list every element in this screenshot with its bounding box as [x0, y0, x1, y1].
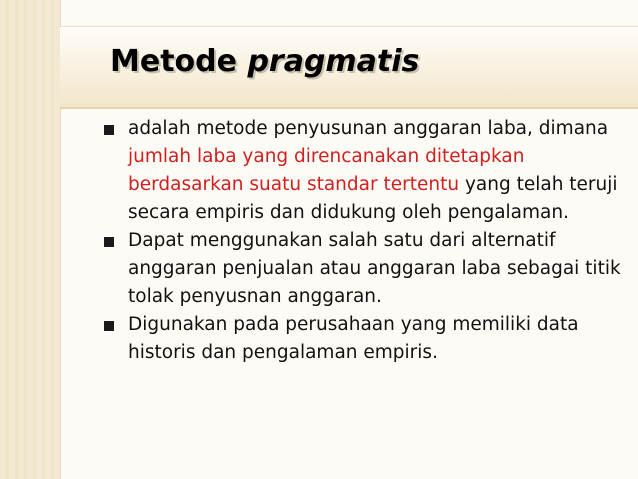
bullet-1-highlight: jumlah laba yang direncanakan ditetapkan berdasarkan suatu standar tertentu	[128, 146, 525, 195]
bullet-list	[102, 115, 622, 367]
bullet-3-text: Digunakan pada perusahaan yang memiliki data historis dan pengalaman empiris.	[128, 314, 579, 363]
decorative-left-band	[0, 0, 61, 479]
bullet-1-text-end: yang telah teruji secara empiris dan didukung oleh pengalaman.	[128, 174, 618, 223]
bullet-square-icon	[104, 237, 114, 247]
bullet-1-text-start: adalah metode penyusunan anggaran laba, dimana	[128, 118, 609, 139]
title-word-metode: Metode	[110, 44, 237, 79]
bullet-item-3	[102, 311, 622, 367]
bullet-2-text: Dapat menggunakan salah satu dari alternatif anggaran penjualan atau anggaran laba sebagai titik tolak penyusnan anggaran.	[128, 230, 621, 307]
bullet-item-1	[102, 115, 622, 227]
bullet-item-2	[102, 227, 622, 311]
bullet-square-icon	[104, 125, 114, 135]
title-word-pragmatis: pragmatis	[247, 44, 420, 79]
bullet-square-icon	[104, 321, 114, 331]
page-title	[110, 44, 419, 79]
